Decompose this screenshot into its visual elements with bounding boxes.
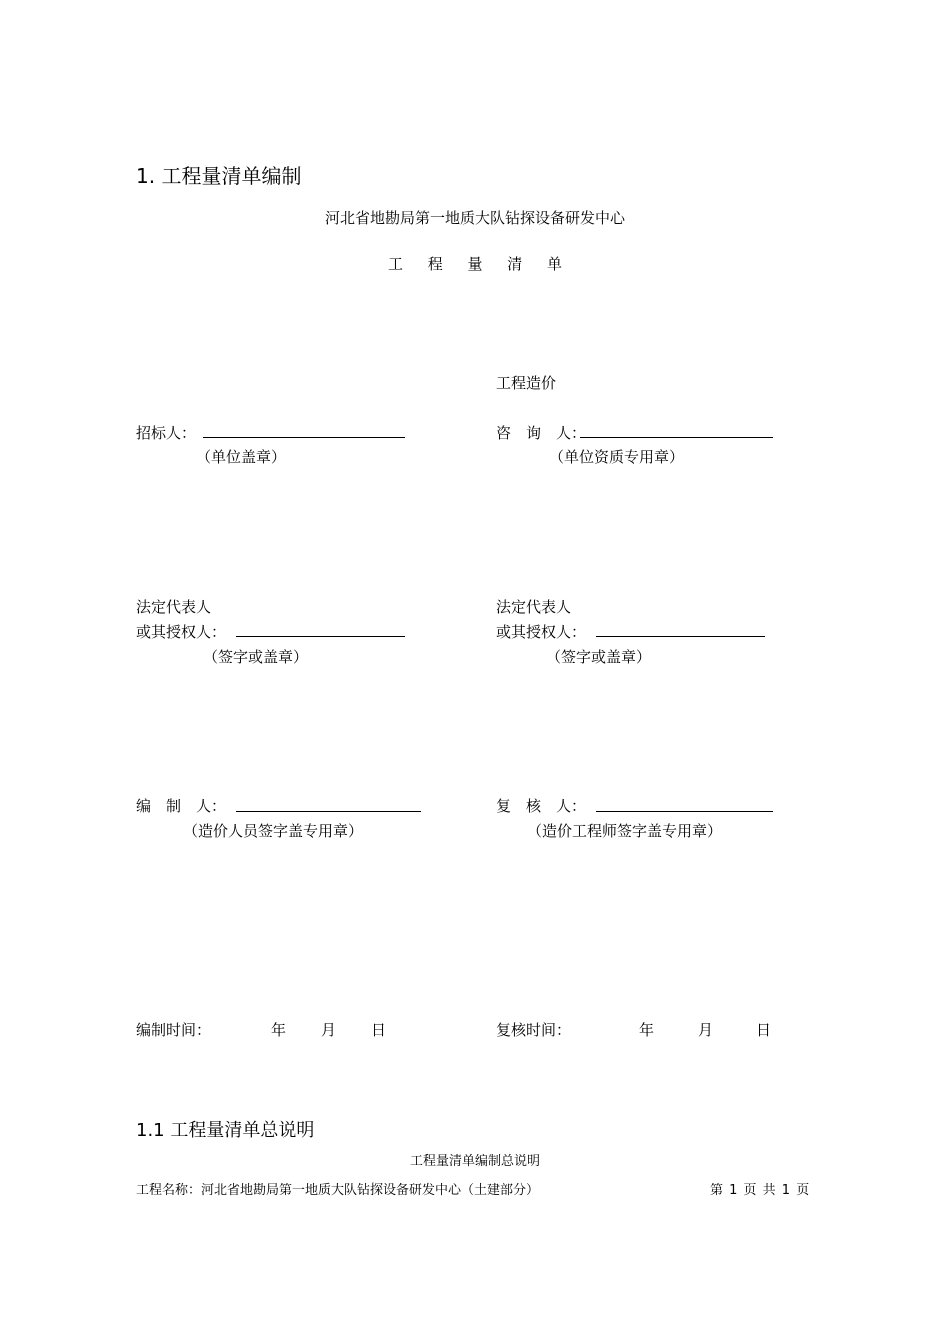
left-legal-rep-label: 法定代表人 — [136, 598, 212, 616]
tenderer-label: 招标人： — [136, 424, 197, 442]
summary-title: 工程量清单编制总说明 — [409, 1154, 540, 1169]
consultant-label: 咨 询 人： — [496, 424, 587, 442]
right-legal-signature-line — [596, 636, 765, 637]
consultant-signature-line — [580, 437, 773, 438]
review-month: 月 — [698, 1021, 714, 1039]
compile-day: 日 — [371, 1021, 387, 1039]
compiler-label: 编 制 人： — [136, 797, 227, 815]
reviewer-signature-line — [596, 811, 773, 812]
section-heading: 1. 工程量清单编制 — [136, 164, 302, 188]
document-title: 工 程 量 清 单 — [387, 255, 573, 273]
consultant-note: （单位资质专用章） — [549, 448, 685, 466]
left-legal-signature-line — [236, 636, 405, 637]
company-name: 河北省地勘局第一地质大队钻探设备研发中心 — [324, 209, 625, 227]
review-date-label: 复核时间： — [496, 1021, 572, 1039]
review-year: 年 — [639, 1021, 655, 1039]
reviewer-note: （造价工程师签字盖专用章） — [527, 822, 723, 840]
subsection-heading: 1.1 工程量清单总说明 — [136, 1120, 315, 1141]
compile-date-label: 编制时间： — [136, 1021, 212, 1039]
reviewer-label: 复 核 人： — [496, 797, 587, 815]
left-authorized-label: 或其授权人： — [136, 623, 227, 641]
cost-label: 工程造价 — [496, 374, 557, 392]
tenderer-note: （单位盖章） — [196, 448, 287, 466]
page-info: 第 1 页 共 1 页 — [710, 1183, 810, 1198]
right-authorized-label: 或其授权人： — [496, 623, 587, 641]
left-legal-note: （签字或盖章） — [203, 648, 309, 666]
tenderer-signature-line — [203, 437, 405, 438]
right-legal-rep-label: 法定代表人 — [496, 598, 572, 616]
compile-month: 月 — [321, 1021, 337, 1039]
right-legal-note: （签字或盖章） — [546, 648, 652, 666]
project-name: 工程名称：河北省地勘局第一地质大队钻探设备研发中心（土建部分） — [136, 1183, 540, 1198]
compiler-note: （造价人员签字盖专用章） — [183, 822, 364, 840]
review-day: 日 — [756, 1021, 772, 1039]
compiler-signature-line — [236, 811, 421, 812]
compile-year: 年 — [271, 1021, 287, 1039]
